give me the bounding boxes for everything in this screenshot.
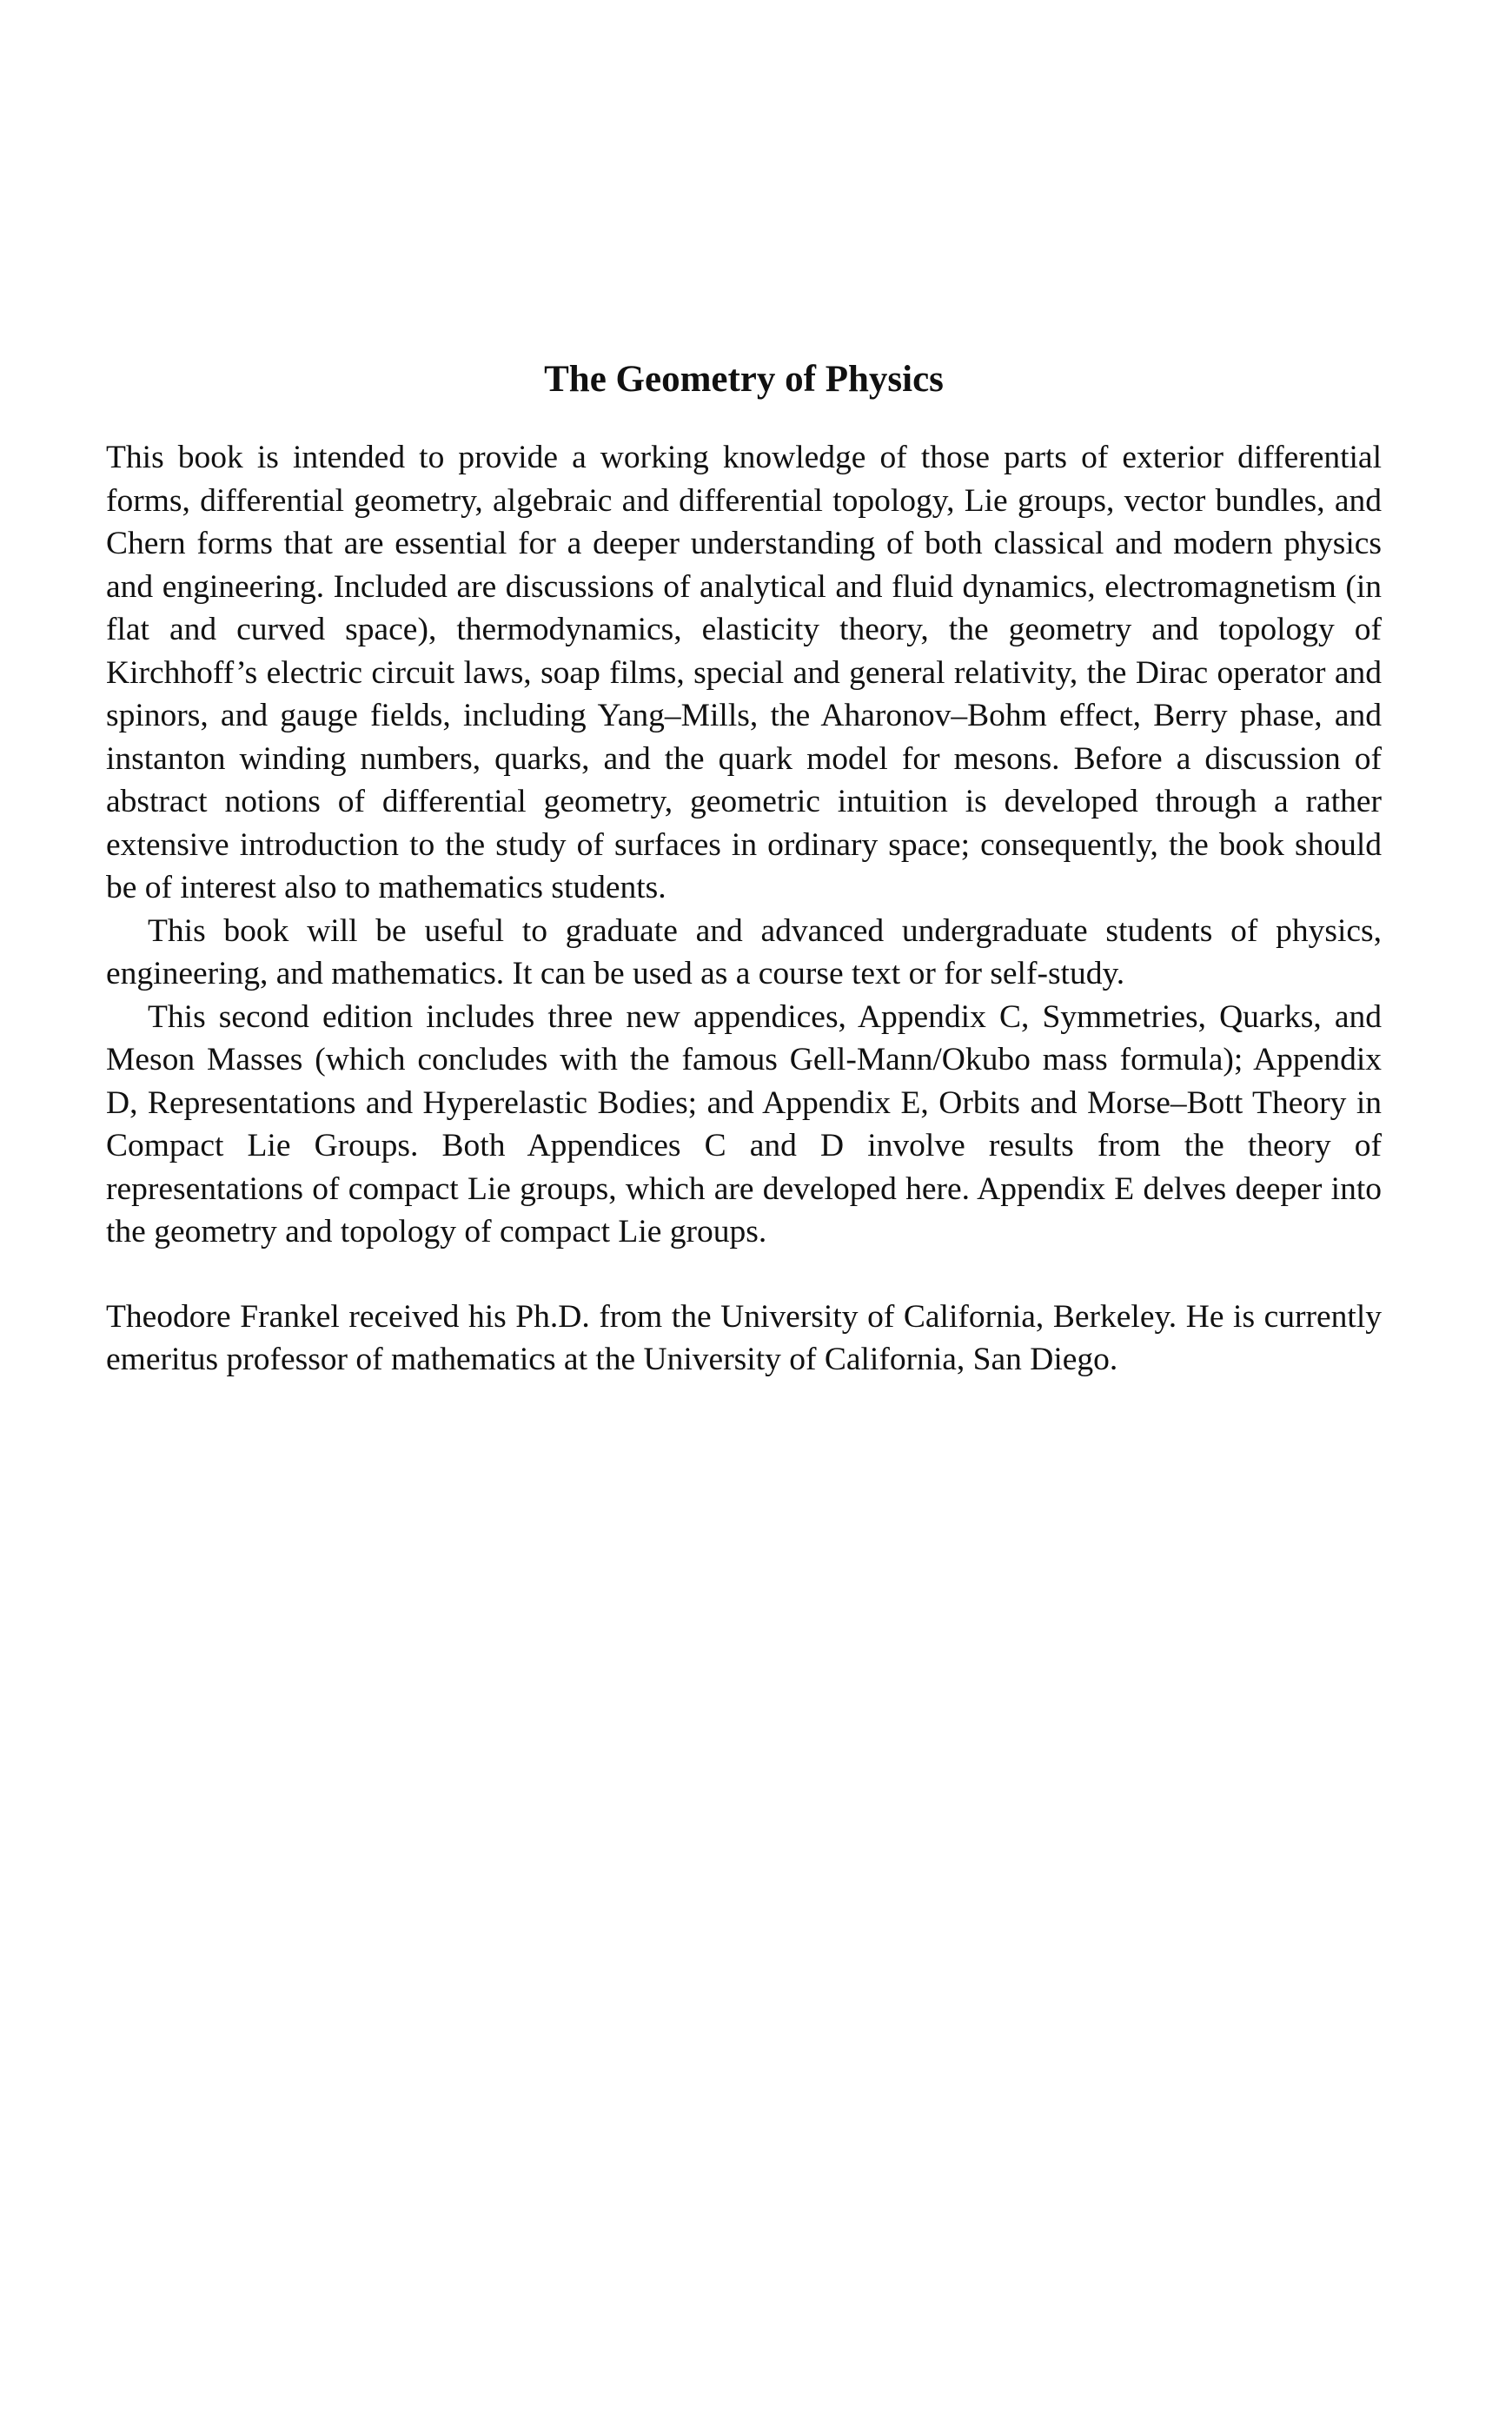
description-paragraph-3: This second edition includes three new appendices, Appendix C, Symmetries, Quarks, and Meson Masses (which concludes with the famous Gell-Mann/Okubo mass formula); Appendix D, Representations and Hyperelastic Bodies; and Appendix E, Orbits and Morse–Bott Theory in Compact Lie Groups. Both Appendices C and D involve results from the theory of representations of compact Lie groups, which are developed here. Appendix E delves deeper into the geometry and topology of compact Lie groups. — [106, 998, 1382, 1250]
author-bio: Theodore Frankel received his Ph.D. from the University of California, Berkeley. He is currently emeritus professor of mathematics at the University of California, San Diego. — [106, 1298, 1382, 1377]
description-paragraph-1: This book is intended to provide a working knowledge of those parts of exterior differential forms, differential geometry, algebraic and differential topology, Lie groups, vector bundles, and Chern forms that are essential for a deeper understanding of both classical and modern physics and engineering. Included are discussions of analytical and fluid dynamics, electromagnetism (in flat and curved space), thermodynamics, elasticity theory, the geometry and topology of Kirchhoff’s electric circuit laws, soap films, special and general relativity, the Dirac operator and spinors, and gauge fields, including Yang–Mills, the Aharonov–Bohm effect, Berry phase, and instanton winding numbers, quarks, and the quark model for mesons. Before a discussion of abstract notions of differential geometry, geometric intuition is developed through a rather extensive introduction to the study of surfaces in ordinary space; consequently, the book should be of interest also to mathematics students. — [106, 440, 1382, 905]
description-paragraph-2: This book will be useful to graduate and advanced undergraduate students of physics, engineering, and mathematics. It can be used as a course text or for self-study. — [106, 912, 1382, 991]
book-blurb-page — [106, 356, 1382, 1382]
book-title: The Geometry of Physics — [544, 359, 944, 400]
